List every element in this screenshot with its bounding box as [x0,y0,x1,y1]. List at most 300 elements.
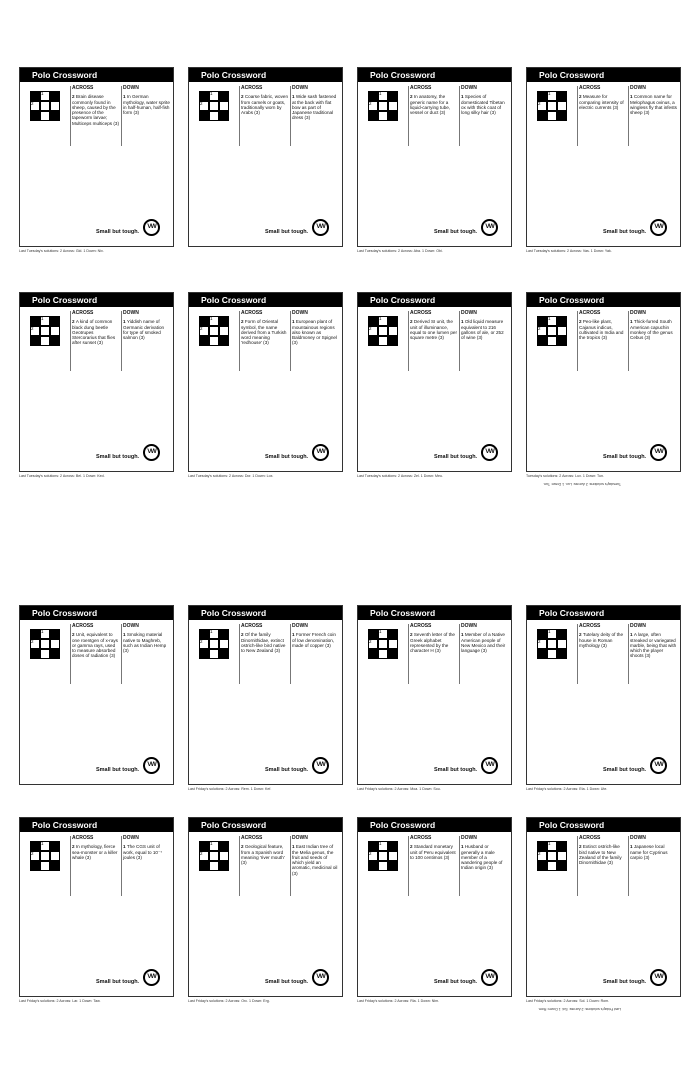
solutions-footer-mirrored: Tuesday's solutions: 2 Across: Lux. 1 Down: Tun. [542,482,621,486]
grid-cell[interactable] [219,101,229,111]
across-clue-text: In mythology, fierce sea-monster or a killer whale (3) [72,844,118,860]
grid-cell[interactable] [547,101,557,111]
slogan-text: Small but tough. [434,767,478,773]
vw-logo-icon [650,219,667,236]
grid-number-2: 2 [200,101,203,106]
grid-cell[interactable] [557,851,567,861]
card-title: Polo Crossword [189,818,342,832]
grid-cell [368,336,378,346]
clue-number: 2 [241,844,245,850]
vw-logo-icon [481,219,498,236]
crossword-grid [199,316,229,346]
grid-cell [388,91,398,101]
crossword-card [357,605,512,785]
clue-number: 2 [410,319,414,325]
divider [628,836,629,896]
grid-cell[interactable] [40,861,50,871]
down-heading: DOWN [292,835,308,841]
grid-cell[interactable] [557,101,567,111]
crossword-card [19,292,174,472]
grid-cell [50,111,60,121]
grid-cell[interactable] [388,101,398,111]
slogan-text: Small but tough. [96,454,140,460]
across-clues [410,86,457,115]
grid-cell [368,861,378,871]
down-clue [123,632,166,653]
grid-cell[interactable] [378,336,388,346]
down-clue-text: Husband or generally a male member of a wandering people of Indian origin (3) [461,844,503,871]
grid-cell[interactable] [50,326,60,336]
grid-cell[interactable] [209,336,219,346]
card-title: Polo Crossword [358,293,511,307]
solutions-footer: Last Friday's solutions: 2 Across: Moa. 1 Down: Sou. [357,787,441,791]
slogan-text: Small but tough. [96,979,140,985]
clue-number: 1 [123,94,127,100]
crossword-grid [30,841,60,871]
card-title: Polo Crossword [527,818,680,832]
grid-cell[interactable] [547,639,557,649]
down-clues [461,624,508,653]
grid-cell [557,861,567,871]
grid-cell [368,649,378,659]
clue-number: 1 [461,844,465,850]
solutions-footer: Last Tuesday's solutions: 2 Across: Bel. 1 Down: Ked. [19,474,105,478]
down-heading: DOWN [630,835,646,841]
grid-cell[interactable] [378,649,388,659]
down-clues [292,86,339,121]
across-heading: ACROSS [241,85,263,91]
card-title: Polo Crossword [358,68,511,82]
crossword-card [526,67,681,247]
grid-cell [368,841,378,851]
grid-number-2: 2 [369,101,372,106]
divider [290,836,291,896]
grid-cell[interactable] [209,101,219,111]
crossword-grid [199,841,229,871]
across-clue [579,632,623,648]
vw-logo-icon [650,969,667,986]
across-heading: ACROSS [72,623,94,629]
down-clue-text: European plant of mountainous regions also known as Baldmoney or Spignel (3) [292,319,337,346]
divider [70,311,71,371]
clue-number: 1 [630,319,634,325]
down-clue [123,94,170,115]
vw-logo-icon [650,444,667,461]
grid-cell [388,111,398,121]
down-heading: DOWN [630,310,646,316]
grid-cell [199,91,209,101]
divider [628,624,629,684]
grid-cell[interactable] [547,649,557,659]
across-heading: ACROSS [410,85,432,91]
crossword-card [357,292,512,472]
across-clues [410,836,457,860]
grid-cell[interactable] [378,101,388,111]
across-clues [241,86,288,115]
clue-number: 1 [292,319,296,325]
card-title: Polo Crossword [189,293,342,307]
across-heading: ACROSS [241,835,263,841]
solutions-footer: Last Tuesday's solutions: 2 Across: Gid. 1 Down: Nix. [19,249,104,253]
across-clue [410,94,450,115]
clue-number: 1 [292,632,296,638]
grid-cell [537,91,547,101]
slogan-text: Small but tough. [265,454,309,460]
grid-cell [388,649,398,659]
grid-cell [388,336,398,346]
vw-logo-icon [312,444,329,461]
grid-number-2: 2 [369,326,372,331]
slogan-text: Small but tough. [434,229,478,235]
vw-logo-icon [143,444,160,461]
down-clues [123,311,170,340]
card-title: Polo Crossword [189,606,342,620]
crossword-grid [30,316,60,346]
down-heading: DOWN [630,623,646,629]
grid-cell [388,861,398,871]
grid-cell[interactable] [378,111,388,121]
clue-number: 1 [630,632,634,638]
crossword-card [526,292,681,472]
grid-cell [219,861,229,871]
grid-cell [557,91,567,101]
solutions-footer: Last Tuesday's solutions: 2 Across: Vas. 1 Down: Yak. [526,249,612,253]
grid-cell [368,316,378,326]
crossword-grid [368,841,398,871]
grid-number-2: 2 [31,326,34,331]
crossword-grid [368,629,398,659]
grid-cell[interactable] [40,336,50,346]
slogan-text: Small but tough. [96,229,140,235]
down-clue-text: Wide sash fastened at the back with flat bow as part of Japanese traditional dress (3) [292,94,337,121]
across-clue [410,632,455,653]
grid-cell[interactable] [547,861,557,871]
crossword-card [526,817,681,997]
grid-cell[interactable] [40,851,50,861]
grid-cell[interactable] [557,639,567,649]
grid-number-1: 1 [379,91,382,96]
slogan-text: Small but tough. [96,767,140,773]
clue-number: 2 [410,632,414,638]
grid-cell [199,316,209,326]
across-clue-text: Standard monetary unit of Peru equivalent to 100 centimos (3) [410,844,456,860]
down-clues [123,86,170,115]
clue-number: 2 [241,632,245,638]
grid-cell [388,629,398,639]
grid-cell [557,336,567,346]
down-clues [292,311,339,346]
solutions-footer-mirrored: Last Friday's solutions: 2 Across: Sol. 1 Down: Rom. [537,1007,621,1011]
across-heading: ACROSS [410,835,432,841]
crossword-card [357,817,512,997]
grid-cell [30,649,40,659]
clue-number: 2 [579,94,583,100]
down-heading: DOWN [123,85,139,91]
grid-cell[interactable] [547,111,557,121]
grid-cell[interactable] [209,861,219,871]
slogan-text: Small but tough. [434,979,478,985]
across-clues [410,624,457,653]
down-clue-text: Japanese local name for Cyprinus carpio (3) [630,844,668,860]
down-clue-text: The CGS unit of work, equal to 10⁻⁷ joules (3) [123,844,163,860]
divider [239,836,240,896]
grid-cell [219,629,229,639]
grid-number-1: 1 [41,629,44,634]
clue-number: 1 [461,319,465,325]
grid-number-2: 2 [369,851,372,856]
grid-cell[interactable] [209,326,219,336]
grid-cell [219,649,229,659]
crossword-grid [199,629,229,659]
across-heading: ACROSS [72,85,94,91]
grid-cell [219,91,229,101]
grid-number-2: 2 [200,851,203,856]
crossword-card [188,605,343,785]
down-heading: DOWN [461,623,477,629]
grid-cell [30,629,40,639]
vw-logo-icon [481,757,498,774]
divider [408,836,409,896]
crossword-card [188,292,343,472]
down-clue-text: East Indian tree of the Melia genus, the fruit and seeds of which yield an aromatic, medicinal oil (3) [292,844,338,876]
solutions-footer: Last Friday's solutions: 2 Across: Sol. 1 Down: Rom. [526,999,610,1003]
grid-cell [388,316,398,326]
grid-cell [219,336,229,346]
divider [577,836,578,896]
grid-number-1: 1 [210,629,213,634]
across-clue-text: Derived SI unit, the unit of illuminance, equal to one lumen per square metre (3) [410,319,457,341]
divider [577,86,578,146]
grid-number-1: 1 [379,316,382,321]
grid-number-2: 2 [200,326,203,331]
solutions-footer: Last Friday's solutions: 2 Across: Eta. 1 Down: Ute. [526,787,608,791]
grid-cell[interactable] [209,111,219,121]
down-clue-text: Smoking material native to Maghreb, such as Indian Hemp (3) [123,632,167,654]
grid-cell [30,111,40,121]
grid-cell[interactable] [50,639,60,649]
grid-cell[interactable] [557,326,567,336]
down-clue [630,632,676,658]
clue-number: 2 [72,632,76,638]
clue-number: 2 [579,844,583,850]
grid-cell [368,629,378,639]
divider [408,624,409,684]
across-heading: ACROSS [579,835,601,841]
across-clue [579,319,623,340]
grid-cell[interactable] [50,851,60,861]
divider [459,836,460,896]
across-clue-text: Extinct ostrich-like bird native to New Zealand of the family Dinornithidae (3) [579,844,622,866]
down-clue-text: Former French coin of low denomination, made of copper (3) [292,632,336,648]
grid-cell[interactable] [388,851,398,861]
clue-number: 1 [123,844,127,850]
grid-cell[interactable] [547,336,557,346]
slogan-text: Small but tough. [603,767,647,773]
card-title: Polo Crossword [20,293,173,307]
grid-cell [50,629,60,639]
grid-cell[interactable] [209,649,219,659]
divider [628,311,629,371]
grid-number-1: 1 [41,91,44,96]
divider [70,86,71,146]
grid-cell [537,316,547,326]
divider [290,86,291,146]
grid-cell[interactable] [40,326,50,336]
down-clues [461,311,508,340]
grid-cell [537,649,547,659]
grid-cell [537,111,547,121]
across-clue-text: In anatomy, the generic name for a liquid-carrying tube, vessel or duct (3) [410,94,451,116]
across-clue-text: Tutelary deity of the house in Roman mythology (3) [579,632,624,648]
vw-logo-icon [312,969,329,986]
grid-cell[interactable] [219,639,229,649]
slogan-text: Small but tough. [603,979,647,985]
crossword-card [188,67,343,247]
down-clue-text: Member of a Native American people of New Mexico and their language (3) [461,632,506,654]
card-title: Polo Crossword [527,68,680,82]
slogan-text: Small but tough. [603,229,647,235]
grid-number-2: 2 [31,101,34,106]
down-clue-text: Yiddish name of Germanic derivation for type of smoked salmon (3) [123,319,165,341]
card-title: Polo Crossword [20,818,173,832]
grid-cell [199,111,209,121]
across-clue [410,844,456,860]
across-clue-text: Seventh letter of the Greek alphabet represented by the character H (3) [410,632,455,654]
across-clue [72,632,118,658]
crossword-card [19,605,174,785]
down-clue [123,319,164,340]
across-clue [72,844,117,860]
down-heading: DOWN [461,85,477,91]
across-heading: ACROSS [410,623,432,629]
grid-cell[interactable] [378,639,388,649]
grid-cell[interactable] [547,851,557,861]
down-clues [123,624,170,653]
grid-cell [30,861,40,871]
grid-cell [50,336,60,346]
grid-cell [219,111,229,121]
crossword-card [526,605,681,785]
grid-number-1: 1 [41,316,44,321]
across-clues [579,311,626,340]
slogan-text: Small but tough. [265,767,309,773]
solutions-footer: Last Friday's solutions: 2 Across: Lar. 1 Down: Taw. [19,999,101,1003]
across-clue-text: Measure for comparing intensity of electric currents (3) [579,94,624,110]
grid-cell[interactable] [388,326,398,336]
down-heading: DOWN [292,85,308,91]
card-title: Polo Crossword [358,606,511,620]
divider [121,86,122,146]
grid-cell[interactable] [388,639,398,649]
card-title: Polo Crossword [527,606,680,620]
grid-number-2: 2 [538,326,541,331]
grid-number-2: 2 [369,639,372,644]
grid-cell [537,841,547,851]
across-heading: ACROSS [72,310,94,316]
slogan-text: Small but tough. [603,454,647,460]
grid-number-1: 1 [41,841,44,846]
grid-cell[interactable] [50,101,60,111]
grid-cell[interactable] [378,861,388,871]
across-clues [72,311,119,346]
across-clue-text: Peo-like plant, Cajanus indicus, cultivated in India and the tropics (3) [579,319,624,341]
grid-cell[interactable] [40,649,50,659]
solutions-footer: Last Tuesday's solutions: 2 Across: Zel. 1 Down: Meu. [357,474,443,478]
card-title: Polo Crossword [189,68,342,82]
down-clues [461,836,508,871]
grid-cell[interactable] [40,101,50,111]
clue-number: 2 [72,94,76,100]
down-clue [292,844,337,875]
divider [290,624,291,684]
grid-cell [30,91,40,101]
grid-cell[interactable] [219,851,229,861]
clue-number: 1 [292,844,296,850]
clue-number: 2 [579,319,583,325]
card-title: Polo Crossword [527,293,680,307]
card-title: Polo Crossword [358,818,511,832]
down-clue [292,632,336,648]
across-clue [579,94,624,110]
down-clue-text: A large, often streaked or variegated marble, being that with which the player shoots (3) [630,632,677,659]
grid-cell [557,841,567,851]
grid-cell[interactable] [40,639,50,649]
across-clue [72,319,115,345]
grid-cell [50,841,60,851]
grid-cell [30,841,40,851]
grid-number-1: 1 [548,841,551,846]
grid-cell[interactable] [40,111,50,121]
down-clue-text: Thick-furred South American capuchin monkey of the genus Cebus (3) [630,319,673,341]
grid-cell[interactable] [378,851,388,861]
vw-logo-icon [143,969,160,986]
divider [290,311,291,371]
grid-cell [537,629,547,639]
slogan-text: Small but tough. [265,229,309,235]
grid-cell[interactable] [209,639,219,649]
vw-logo-icon [312,219,329,236]
grid-cell[interactable] [219,326,229,336]
grid-cell [199,629,209,639]
grid-cell [50,861,60,871]
divider [577,311,578,371]
down-clue [630,844,668,860]
grid-cell[interactable] [547,326,557,336]
clue-number: 1 [123,319,127,325]
across-clue-text: Form of Oriental symbol, the name derived from a Turkish word meaning 'redhouse' (3) [241,319,287,346]
across-heading: ACROSS [72,835,94,841]
across-clue-text: Geological feature, from a Spanish word meaning 'river mouth' (3) [241,844,285,866]
clue-number: 1 [292,94,296,100]
grid-cell [199,861,209,871]
clue-number: 1 [123,632,127,638]
divider [70,624,71,684]
crossword-grid [368,316,398,346]
grid-cell [199,336,209,346]
across-clues [579,86,626,110]
grid-cell[interactable] [378,326,388,336]
across-heading: ACROSS [241,623,263,629]
divider [459,311,460,371]
grid-cell[interactable] [209,851,219,861]
grid-number-2: 2 [200,639,203,644]
down-clue-text: Common name for Melophagus ovinus, a wingless fly that infests sheep (3) [630,94,677,116]
clue-number: 2 [410,844,414,850]
grid-cell [557,629,567,639]
down-heading: DOWN [292,623,308,629]
grid-number-2: 2 [538,101,541,106]
across-clue [579,844,622,865]
